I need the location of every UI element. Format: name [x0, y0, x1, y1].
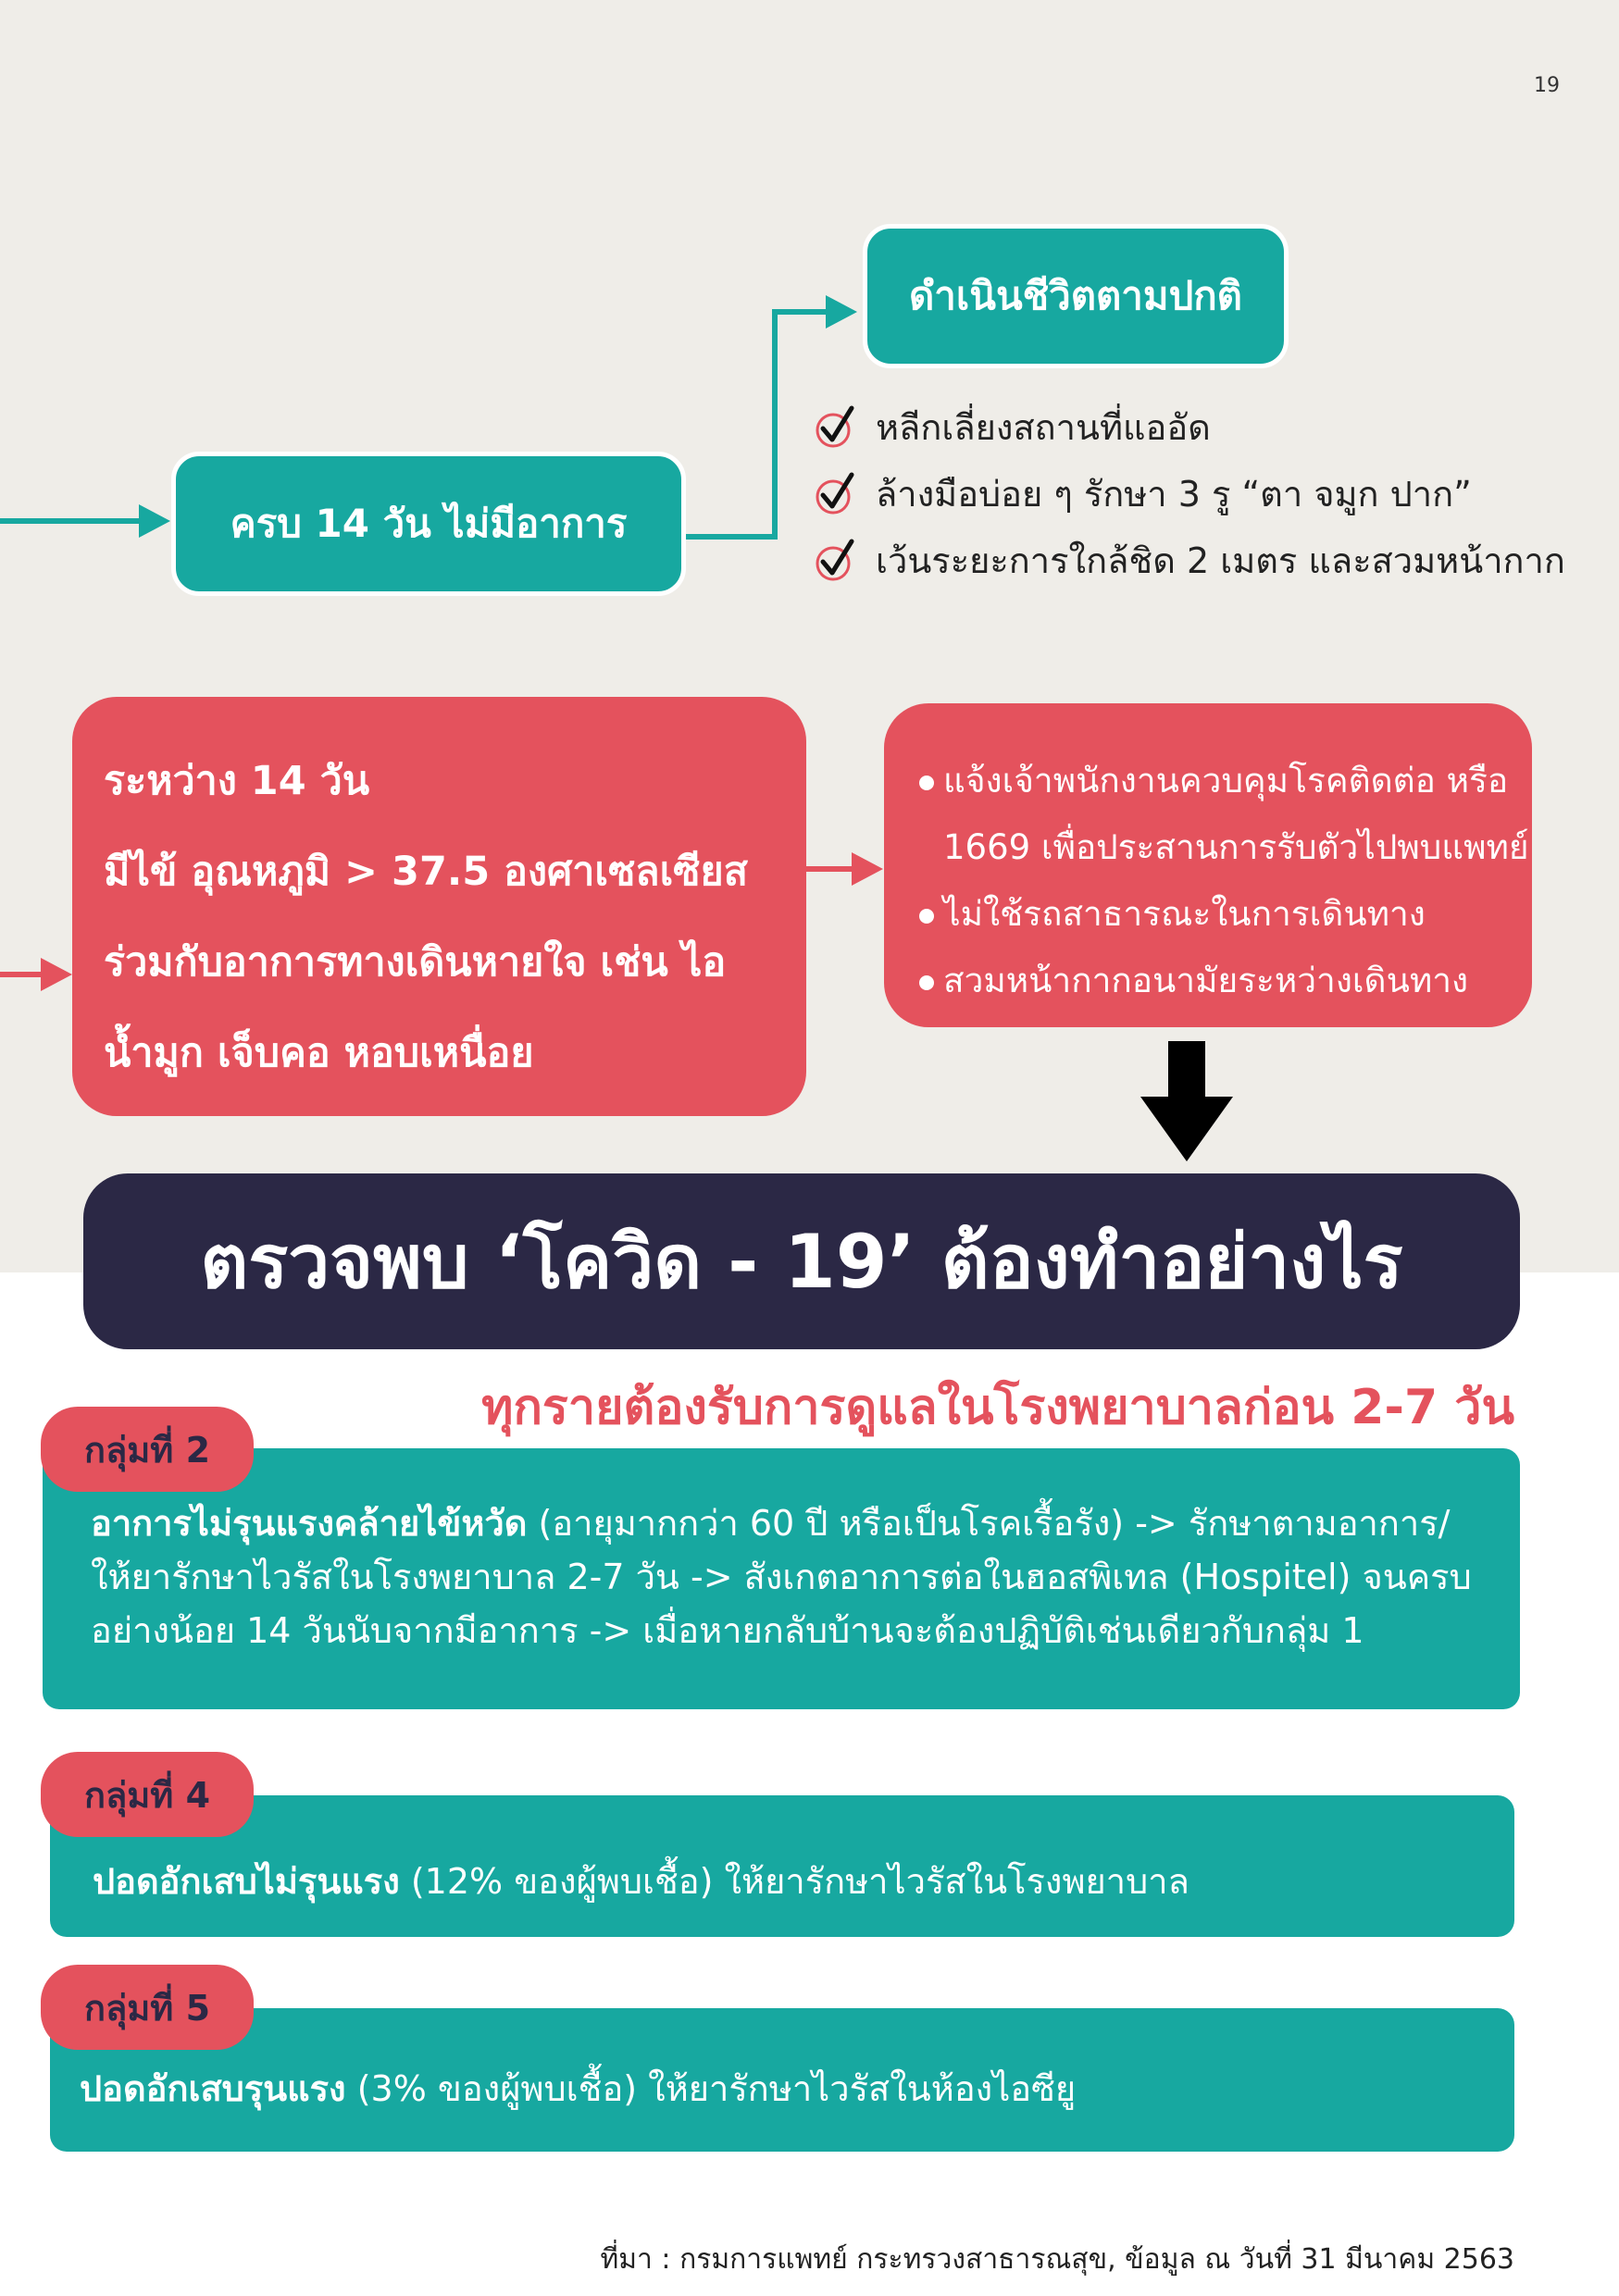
group-2-line: อย่างน้อย 14 วันนับจากมีอาการ -> เมื่อหายกลับบ้านจะต้องปฏิบัติเช่นเดียวกับกลุ่ม 1 [91, 1610, 1364, 1651]
during-line: ร่วมกับอาการทางเดินหายใจ เช่น ไอ [104, 939, 727, 986]
checklist-text: เว้นระยะการใกล้ชิด 2 เมตร และสวมหน้ากาก [876, 540, 1565, 581]
bullet-icon [919, 776, 934, 790]
group-2-bold: อาการไม่รุนแรงคล้ายไข้หวัด [91, 1503, 528, 1544]
checklist-item [815, 393, 1565, 460]
connector-box-to-up [685, 534, 778, 540]
connector-left-red [0, 972, 43, 977]
check-icon [815, 471, 859, 515]
action-item [919, 881, 1532, 948]
group-2-text: (อายุมากกว่า 60 ปี หรือเป็นโรคเรื้อรัง) -> รักษาตามอาการ/ [527, 1503, 1451, 1544]
during-line: มีไข้ อุณหภูมิ > 37.5 องศาเซลเซียส [104, 849, 748, 895]
connector-vertical [772, 309, 778, 540]
no-symptoms-box: ครบ 14 วัน ไม่มีอาการ [171, 452, 686, 596]
checklist-item [815, 527, 1565, 593]
connector-left-teal [0, 518, 139, 524]
checklist-text: หลีกเลี่ยงสถานที่แออัด [876, 406, 1211, 448]
page-number: 19 [1534, 74, 1560, 97]
arrow-head-teal-top [826, 295, 857, 329]
action-text: ไม่ใช้รถสาธารณะในการเดินทาง [943, 894, 1426, 934]
check-icon [815, 538, 859, 582]
arrow-head-teal-left [139, 504, 170, 538]
connector-red-middle [806, 866, 853, 872]
group-2-tag: กลุ่มที่ 2 [41, 1407, 254, 1492]
checklist [815, 393, 1565, 593]
normal-life-box: ดำเนินชีวิตตามปกติ [863, 224, 1289, 368]
during-14-days-box [72, 697, 806, 1116]
action-item [919, 748, 1532, 814]
bullet-icon [919, 909, 934, 924]
subheading: ทุกรายต้องรับการดูแลในโรงพยาบาลก่อน 2-7 วัน [481, 1380, 1514, 1435]
main-title-banner: ตรวจพบ ‘โควิด - 19’ ต้องทำอย่างไร [83, 1173, 1520, 1349]
group-5-tag: กลุ่มที่ 5 [41, 1965, 254, 2050]
group-5-bold: ปอดอักเสบรุนแรง [80, 2068, 346, 2109]
arrow-head-red-left [41, 958, 72, 991]
group-5-text: (3% ของผู้พบเชื้อ) ให้ยารักษาไวรัสในห้องไอซียู [345, 2068, 1077, 2109]
group-4-bold: ปอดอักเสบไม่รุนแรง [93, 1861, 400, 1902]
checklist-item [815, 460, 1565, 527]
group-5-box [50, 2008, 1514, 2152]
action-item [919, 948, 1532, 1014]
down-arrow-icon [1140, 1041, 1233, 1161]
action-item-continued: 1669 เพื่อประสานการรับตัวไปพบแพทย์ [943, 827, 1529, 867]
group-4-text: (12% ของผู้พบเชื้อ) ให้ยารักษาไวรัสในโรงพยาบาล [399, 1861, 1189, 1902]
checklist-text: ล้างมือบ่อย ๆ รักษา 3 รู “ตา จมูก ปาก” [876, 473, 1472, 515]
group-2-box [43, 1448, 1520, 1709]
source-note: ที่มา : กรมการแพทย์ กระทรวงสาธารณสุข, ข้อมูล ณ วันที่ 31 มีนาคม 2563 [600, 2243, 1514, 2276]
during-line: ระหว่าง 14 วัน [104, 758, 370, 804]
group-4-box [50, 1795, 1514, 1937]
action-text: สวมหน้ากากอนามัยระหว่างเดินทาง [943, 961, 1469, 1000]
actions-box [884, 703, 1532, 1027]
group-2-line [91, 1496, 1483, 1550]
check-icon [815, 404, 859, 449]
group-2-line: ให้ยารักษาไวรัสในโรงพยาบาล 2-7 วัน -> สังเกตอาการต่อในฮอสพิเทล (Hospitel) จนครบ [91, 1557, 1472, 1597]
during-line: น้ำมูก เจ็บคอ หอบเหนื่อย [104, 1030, 534, 1076]
action-text: แจ้งเจ้าพนักงานควบคุมโรคติดต่อ หรือ [943, 761, 1509, 800]
bullet-icon [919, 975, 934, 990]
arrow-head-red-middle [852, 852, 883, 886]
connector-top [772, 309, 828, 315]
group-4-tag: กลุ่มที่ 4 [41, 1752, 254, 1837]
